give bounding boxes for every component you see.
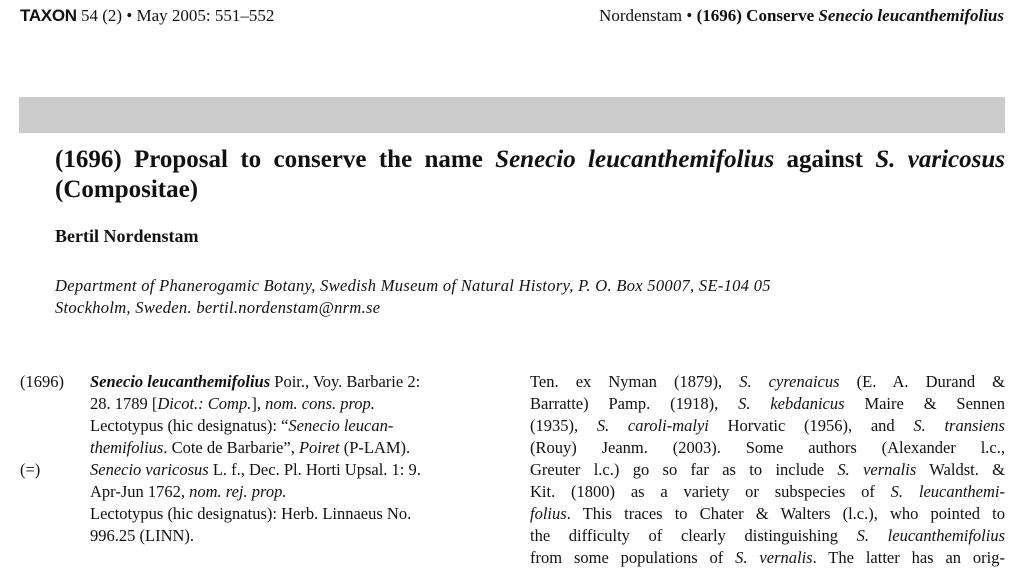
entry-line <box>90 393 505 415</box>
paragraph-line <box>530 371 1005 393</box>
text-run: . This traces to Chater & Walters (l.c.), who pointed to <box>566 504 1005 523</box>
text-run: Ten. ex Nyman (1879), <box>530 372 740 391</box>
text-run: folius <box>530 504 567 523</box>
text-run: S. vernalis <box>837 460 917 479</box>
entry-text <box>90 459 505 547</box>
text-run: (E. A. Durand & <box>839 372 1006 391</box>
entry-line <box>90 459 505 481</box>
text-run: 996.25 (LINN). <box>90 526 195 545</box>
title-middle: against <box>786 146 863 173</box>
text-run: S. vernalis <box>735 548 813 567</box>
entry-text <box>90 371 505 459</box>
paragraph-line <box>530 415 1005 437</box>
text-run: Horvatic (1956), and <box>708 416 914 435</box>
text-run: the difficulty of clearly distinguishing <box>530 526 857 545</box>
text-run: nom. rej. prop. <box>189 482 287 501</box>
entry-line <box>90 481 505 503</box>
paragraph-line <box>530 393 1005 415</box>
text-run: Greuter l.c.) go so far as to include <box>530 460 838 479</box>
paragraph-line <box>530 481 1005 503</box>
text-run: Dicot.: Comp. <box>157 394 252 413</box>
entry-number: (1696) <box>20 372 64 391</box>
entry-line <box>90 525 505 547</box>
text-run: Kit. (1800) as a variety or subspecies of <box>530 482 891 501</box>
text-run: Senecio varicosus <box>90 460 209 479</box>
text-run: 28. 1789 [ <box>90 394 158 413</box>
journal-citation <box>20 6 274 26</box>
author-name: Bertil Nordenstam <box>55 226 199 246</box>
text-run: nom. cons. prop. <box>265 394 375 413</box>
text-run: Lectotypus (hic designatus): Herb. Linnaeus No. <box>90 504 412 523</box>
text-run: themifolius <box>90 438 164 457</box>
text-run: (Rouy) Jeanm. (2003). Some authors (Alexander l.c., <box>530 438 1005 457</box>
running-title-species: Senecio leucanthemifolius <box>818 6 1004 25</box>
text-run: S. leucanthemifolius <box>856 526 1005 545</box>
text-run: Senecio leucanthemifolius <box>90 372 271 391</box>
entry-number: (=) <box>20 460 41 479</box>
text-run: Maire & Sennen <box>844 394 1005 413</box>
affiliation-line: Department of Phanerogamic Botany, Swedish Museum of Natural History, P. O. Box 50007, SE-104 05 <box>55 276 771 295</box>
title-species-rejected: S. varicosus <box>875 146 1006 173</box>
title-species-conserved: Senecio leucanthemifolius <box>495 146 775 173</box>
section-banner <box>19 97 1005 133</box>
text-run: Barratte) Pamp. (1918), <box>530 394 739 413</box>
paragraph-line <box>530 459 1005 481</box>
journal-name: TAXON <box>20 6 77 25</box>
text-run: Lectotypus (hic designatus): “ <box>90 416 289 435</box>
paragraph-line <box>530 547 1005 569</box>
running-title-text: (1696) Conserve <box>696 6 815 25</box>
citation-details: 54 (2) • May 2005: 551–552 <box>81 6 275 25</box>
paragraph-line <box>530 437 1005 459</box>
text-run: ], <box>251 394 266 413</box>
entry-line <box>90 503 505 525</box>
body-text-right-column <box>530 371 1005 569</box>
text-run: S. leucanthemi- <box>890 482 1005 501</box>
text-run: . Cote de Barbarie”, <box>163 438 299 457</box>
author-affiliation <box>55 275 970 319</box>
entry-line <box>90 437 505 459</box>
running-header <box>20 6 1004 30</box>
paragraph-line <box>530 503 1005 525</box>
text-run: Poir., Voy. Barbarie 2: <box>270 372 421 391</box>
text-run: Apr-Jun 1762, <box>90 482 190 501</box>
text-run: S. cyrenaicus <box>739 372 840 391</box>
text-run: S. caroli-malyi <box>596 416 709 435</box>
text-run: Senecio leucan- <box>288 416 394 435</box>
entry-line <box>90 415 505 437</box>
text-run: S. transiens <box>913 416 1005 435</box>
text-run: Poiret <box>298 438 340 457</box>
article-title <box>55 145 1005 205</box>
text-run: (1935), <box>530 416 597 435</box>
paragraph-line <box>530 525 1005 547</box>
title-suffix: (Compositae) <box>55 176 199 203</box>
entry-line <box>90 371 505 393</box>
text-run: S. kebdanicus <box>738 394 845 413</box>
running-author: Nordenstam • <box>599 6 693 25</box>
text-run: (P-LAM). <box>339 438 411 457</box>
running-title <box>599 6 1004 26</box>
affiliation-line: Stockholm, Sweden. bertil.nordenstam@nrm.se <box>55 298 381 317</box>
text-run: . The latter has an orig- <box>812 548 1005 567</box>
text-run: from some populations of <box>530 548 736 567</box>
title-prefix: (1696) Proposal to conserve the name <box>55 146 483 173</box>
text-run: Waldst. & <box>916 460 1005 479</box>
text-run: L. f., Dec. Pl. Horti Upsal. 1: 9. <box>208 460 421 479</box>
